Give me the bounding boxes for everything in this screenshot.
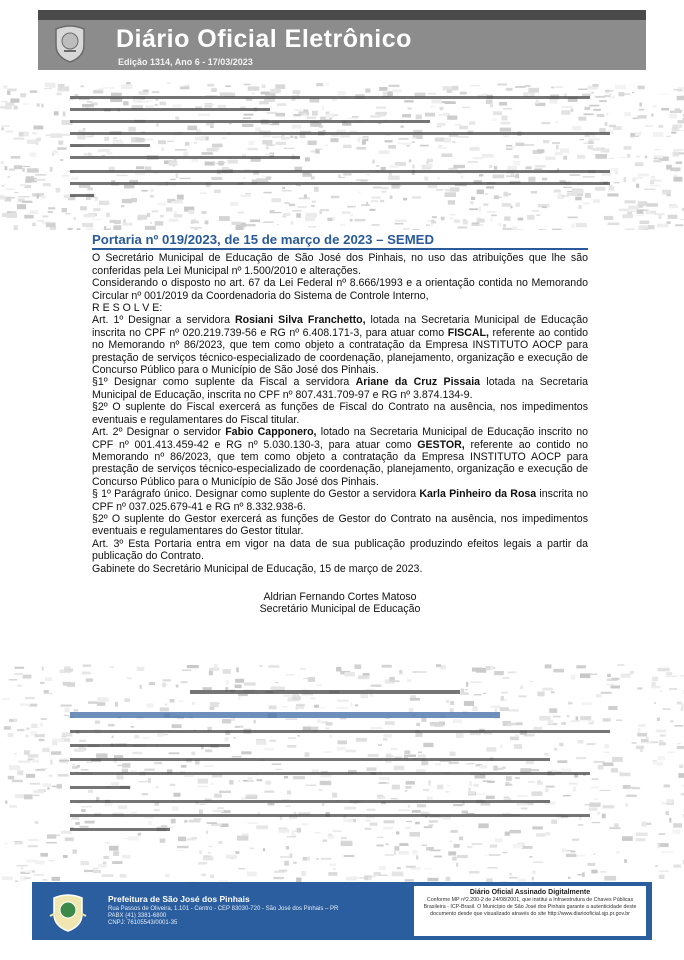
footer-org-name: Prefeitura de São José dos Pinhais: [108, 894, 250, 904]
blurred-section-bottom: [0, 664, 684, 882]
paragrafo-unico: § 1º Parágrafo único. Designar como suplente do Gestor a servidora Karla Pinheiro da Rosa inscrita no CPF nº 037.025.679-41 e RG nº 8.332.938-6.: [92, 488, 588, 513]
city-emblem-icon: [48, 890, 88, 932]
municipal-seal-icon: [52, 23, 88, 63]
blurred-section-top: [0, 82, 684, 230]
signatory-title: Secretário Municipal de Educação: [259, 603, 421, 616]
gazette-title: Diário Oficial Eletrônico: [116, 25, 412, 53]
article-3: Art. 3º Esta Portaria entra em vigor na data de sua publicação produzindo efeitos legais a partir da publicação do Contrato.: [92, 537, 588, 563]
manager-substitute-name: Karla Pinheiro da Rosa: [419, 488, 537, 501]
portaria-heading: Portaria nº 019/2023, de 15 de março de 2023 – SEMED: [92, 234, 588, 250]
top-bar: [38, 10, 646, 20]
manager-name: Fabio Capponero,: [225, 426, 317, 439]
page-header: [38, 20, 646, 70]
closing: Gabinete do Secretário Municipal de Educação, 15 de março de 2023.: [92, 562, 423, 575]
signature-block: [92, 591, 588, 616]
resolve: R E S O L V E:: [92, 302, 163, 315]
article-1: Art. 1º Designar a servidora Rosiani Silva Franchetto, lotada na Secretaria Municipal de Educação inscrita no CPF nº 020.219.739-56 e RG nº 6.408.171-3, para atuar como FISCAL, referente ao contido no Memorando nº 86/2023, que tem como objeto a contratação da Empresa INSTITUTO AOCP para prestação de serviços técnico-especializado de coordenação, planejamento, organização e execução de Concurso Público para o Município de São José dos Pinhais.: [92, 314, 588, 377]
edition-info: Edição 1314, Ano 6 - 17/03/2023: [118, 57, 253, 67]
digital-signature-text: Conforme MP nº2.200-2 de 24/08/2001, que institui a Infraestrutura de Chaves Públicas Brasileira - ICP-Brasil. O Município de São José dos Pinhais garante a autenticidade deste documento desde que visualizado através do site http://www.diariooficial.sjp.pr.gov.br: [423, 897, 637, 917]
fiscal-name: Rosiani Silva Franchetto,: [234, 314, 366, 327]
preamble: O Secretário Municipal de Educação de São José dos Pinhais, no uso das atribuições que lhe são conferidas pela Lei Municipal nº 1.500/2010 e alterações.: [92, 252, 588, 277]
page-footer: [32, 882, 652, 940]
considerando: Considerando o disposto no art. 67 da Lei Federal nº 8.666/1993 e a orientação contida no Memorando Circular nº 001/2019 da Coordenadoria do Sistema de Controle Interno,: [92, 277, 588, 302]
digital-signature-box: [414, 886, 646, 936]
footer-address: Rua Passos de Oliveira, 1.101 - Centro - CEP 83030-720 - São José dos Pinhais – PR PABX (41) 3381-6800 CNPJ: 76105543/0001-35: [108, 906, 339, 927]
paragraph-2-manager: §2º O suplente do Gestor exercerá as funções de Gestor do Contrato na ausência, nos impedimentos eventuais e regulamentares do Gestor titular.: [92, 512, 588, 538]
portaria-document: [92, 230, 588, 616]
fiscal-role: FISCAL,: [447, 326, 489, 339]
article-2: Art. 2º Designar o servidor Fabio Capponero, lotado na Secretaria Municipal de Educação inscrito no CPF nº 001.413.459-42 e RG nº 5.030.130-3, para atuar como GESTOR, referente ao contido no Memorando nº 86/2023, que tem como objeto a contratação da Empresa INSTITUTO AOCP para prestação de serviços técnico-especializado de coordenação, planejamento, organização e execução de Concurso Público para o Município de São José dos Pinhais.: [92, 426, 589, 488]
digital-signature-title: Diário Oficial Assinado Digitalmente: [469, 889, 591, 896]
manager-role: GESTOR,: [417, 438, 465, 451]
signatory-name: Aldrian Fernando Cortes Matoso: [263, 590, 417, 603]
paragraph-2: §2º O suplente do Fiscal exercerá as funções de Fiscal do Contrato na ausência, nos impedimentos eventuais e regulamentares do Fiscal titular.: [92, 401, 588, 426]
fiscal-substitute-name: Ariane da Cruz Pissaia: [355, 376, 481, 389]
paragraph-1: §1º Designar como suplente da Fiscal a servidora Ariane da Cruz Pissaia lotada na Secretaria Municipal de Educação, inscrita no CPF nº 807.431.709-97 e RG nº 3.874.134-9.: [92, 376, 588, 401]
